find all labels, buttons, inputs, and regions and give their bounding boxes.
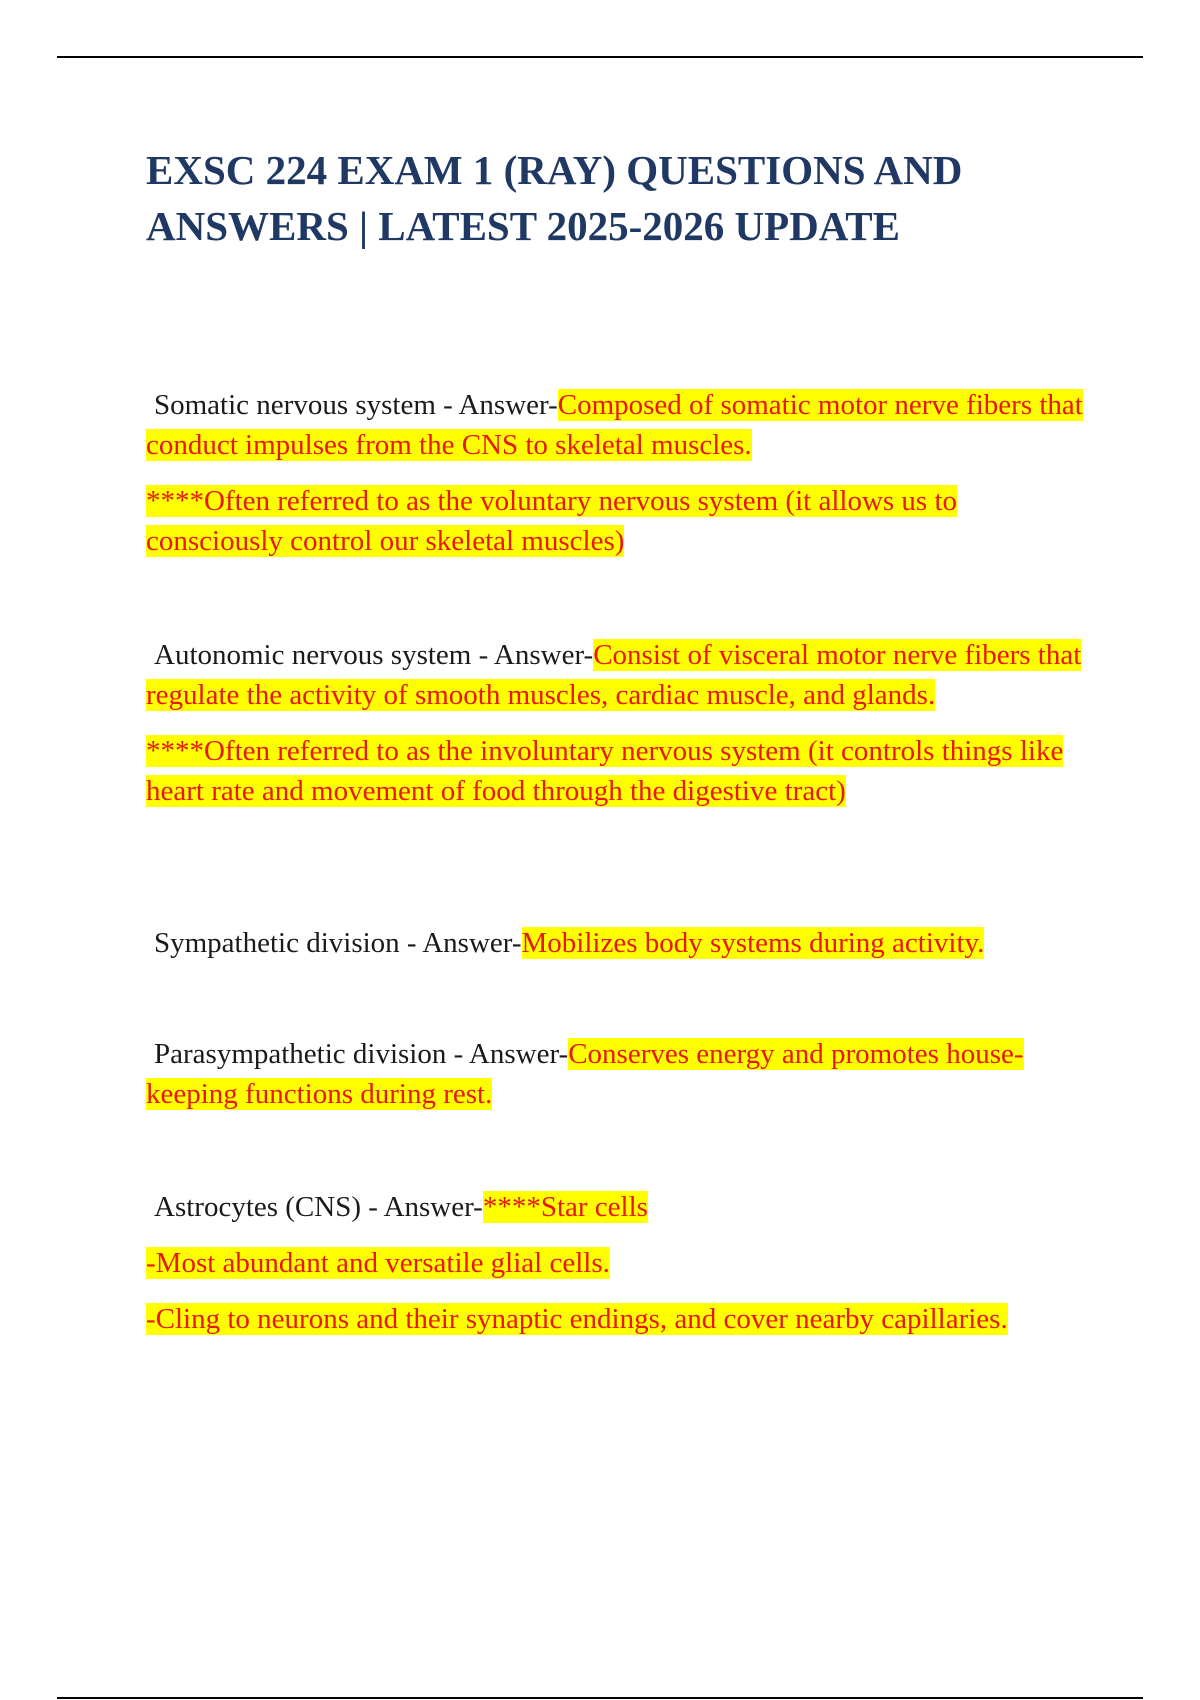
question-label: Parasympathetic division - Answer- [154, 1038, 569, 1070]
answer-text: Conserves energy and promotes house-keeping functions during rest. [146, 1038, 1024, 1110]
question-label: Autonomic nervous system - Answer- [154, 639, 594, 671]
answer-text: Composed of somatic motor nerve fibers that conduct impulses from the CNS to skeletal muscles. [146, 389, 1083, 461]
answer-note: ****Often referred to as the involuntary nervous system (it controls things like heart rate and movement of food through the digestive tract) [146, 735, 1064, 807]
qa-paragraph [146, 1299, 1086, 1339]
answer-text: Consist of visceral motor nerve fibers that regulate the activity of smooth muscles, cardiac muscle, and glands. [146, 639, 1082, 711]
answer-bullet: -Most abundant and versatile glial cells. [146, 1247, 610, 1279]
qa-paragraph [146, 923, 1086, 963]
answer-text: ****Star cells [482, 1191, 648, 1223]
answer-bullet: -Cling to neurons and their synaptic endings, and cover nearby capillaries. [146, 1303, 1008, 1335]
top-rule [57, 56, 1143, 58]
qa-paragraph [146, 1243, 1086, 1283]
qa-paragraph [146, 731, 1086, 811]
qa-paragraph [146, 635, 1086, 715]
qa-paragraph [146, 1034, 1086, 1114]
answer-text: Mobilizes body systems during activity. [521, 927, 985, 959]
qa-item-autonomic [146, 635, 1086, 827]
qa-paragraph [146, 1187, 1086, 1227]
qa-paragraph [146, 481, 1086, 561]
bottom-rule [57, 1697, 1143, 1699]
qa-item-sympathetic [146, 923, 1086, 979]
document-title: EXSC 224 EXAM 1 (RAY) QUESTIONS AND ANSWERS | LATEST 2025-2026 UPDATE [146, 147, 963, 249]
qa-item-parasympathetic [146, 1034, 1086, 1130]
qa-item-somatic [146, 385, 1086, 577]
question-label: Astrocytes (CNS) - Answer- [154, 1191, 483, 1223]
question-label: Somatic nervous system - Answer- [154, 389, 558, 421]
qa-paragraph [146, 385, 1086, 465]
question-label: Sympathetic division - Answer- [154, 927, 522, 959]
qa-item-astrocytes [146, 1187, 1086, 1355]
answer-note: ****Often referred to as the voluntary nervous system (it allows us to consciously control our skeletal muscles) [146, 485, 958, 557]
